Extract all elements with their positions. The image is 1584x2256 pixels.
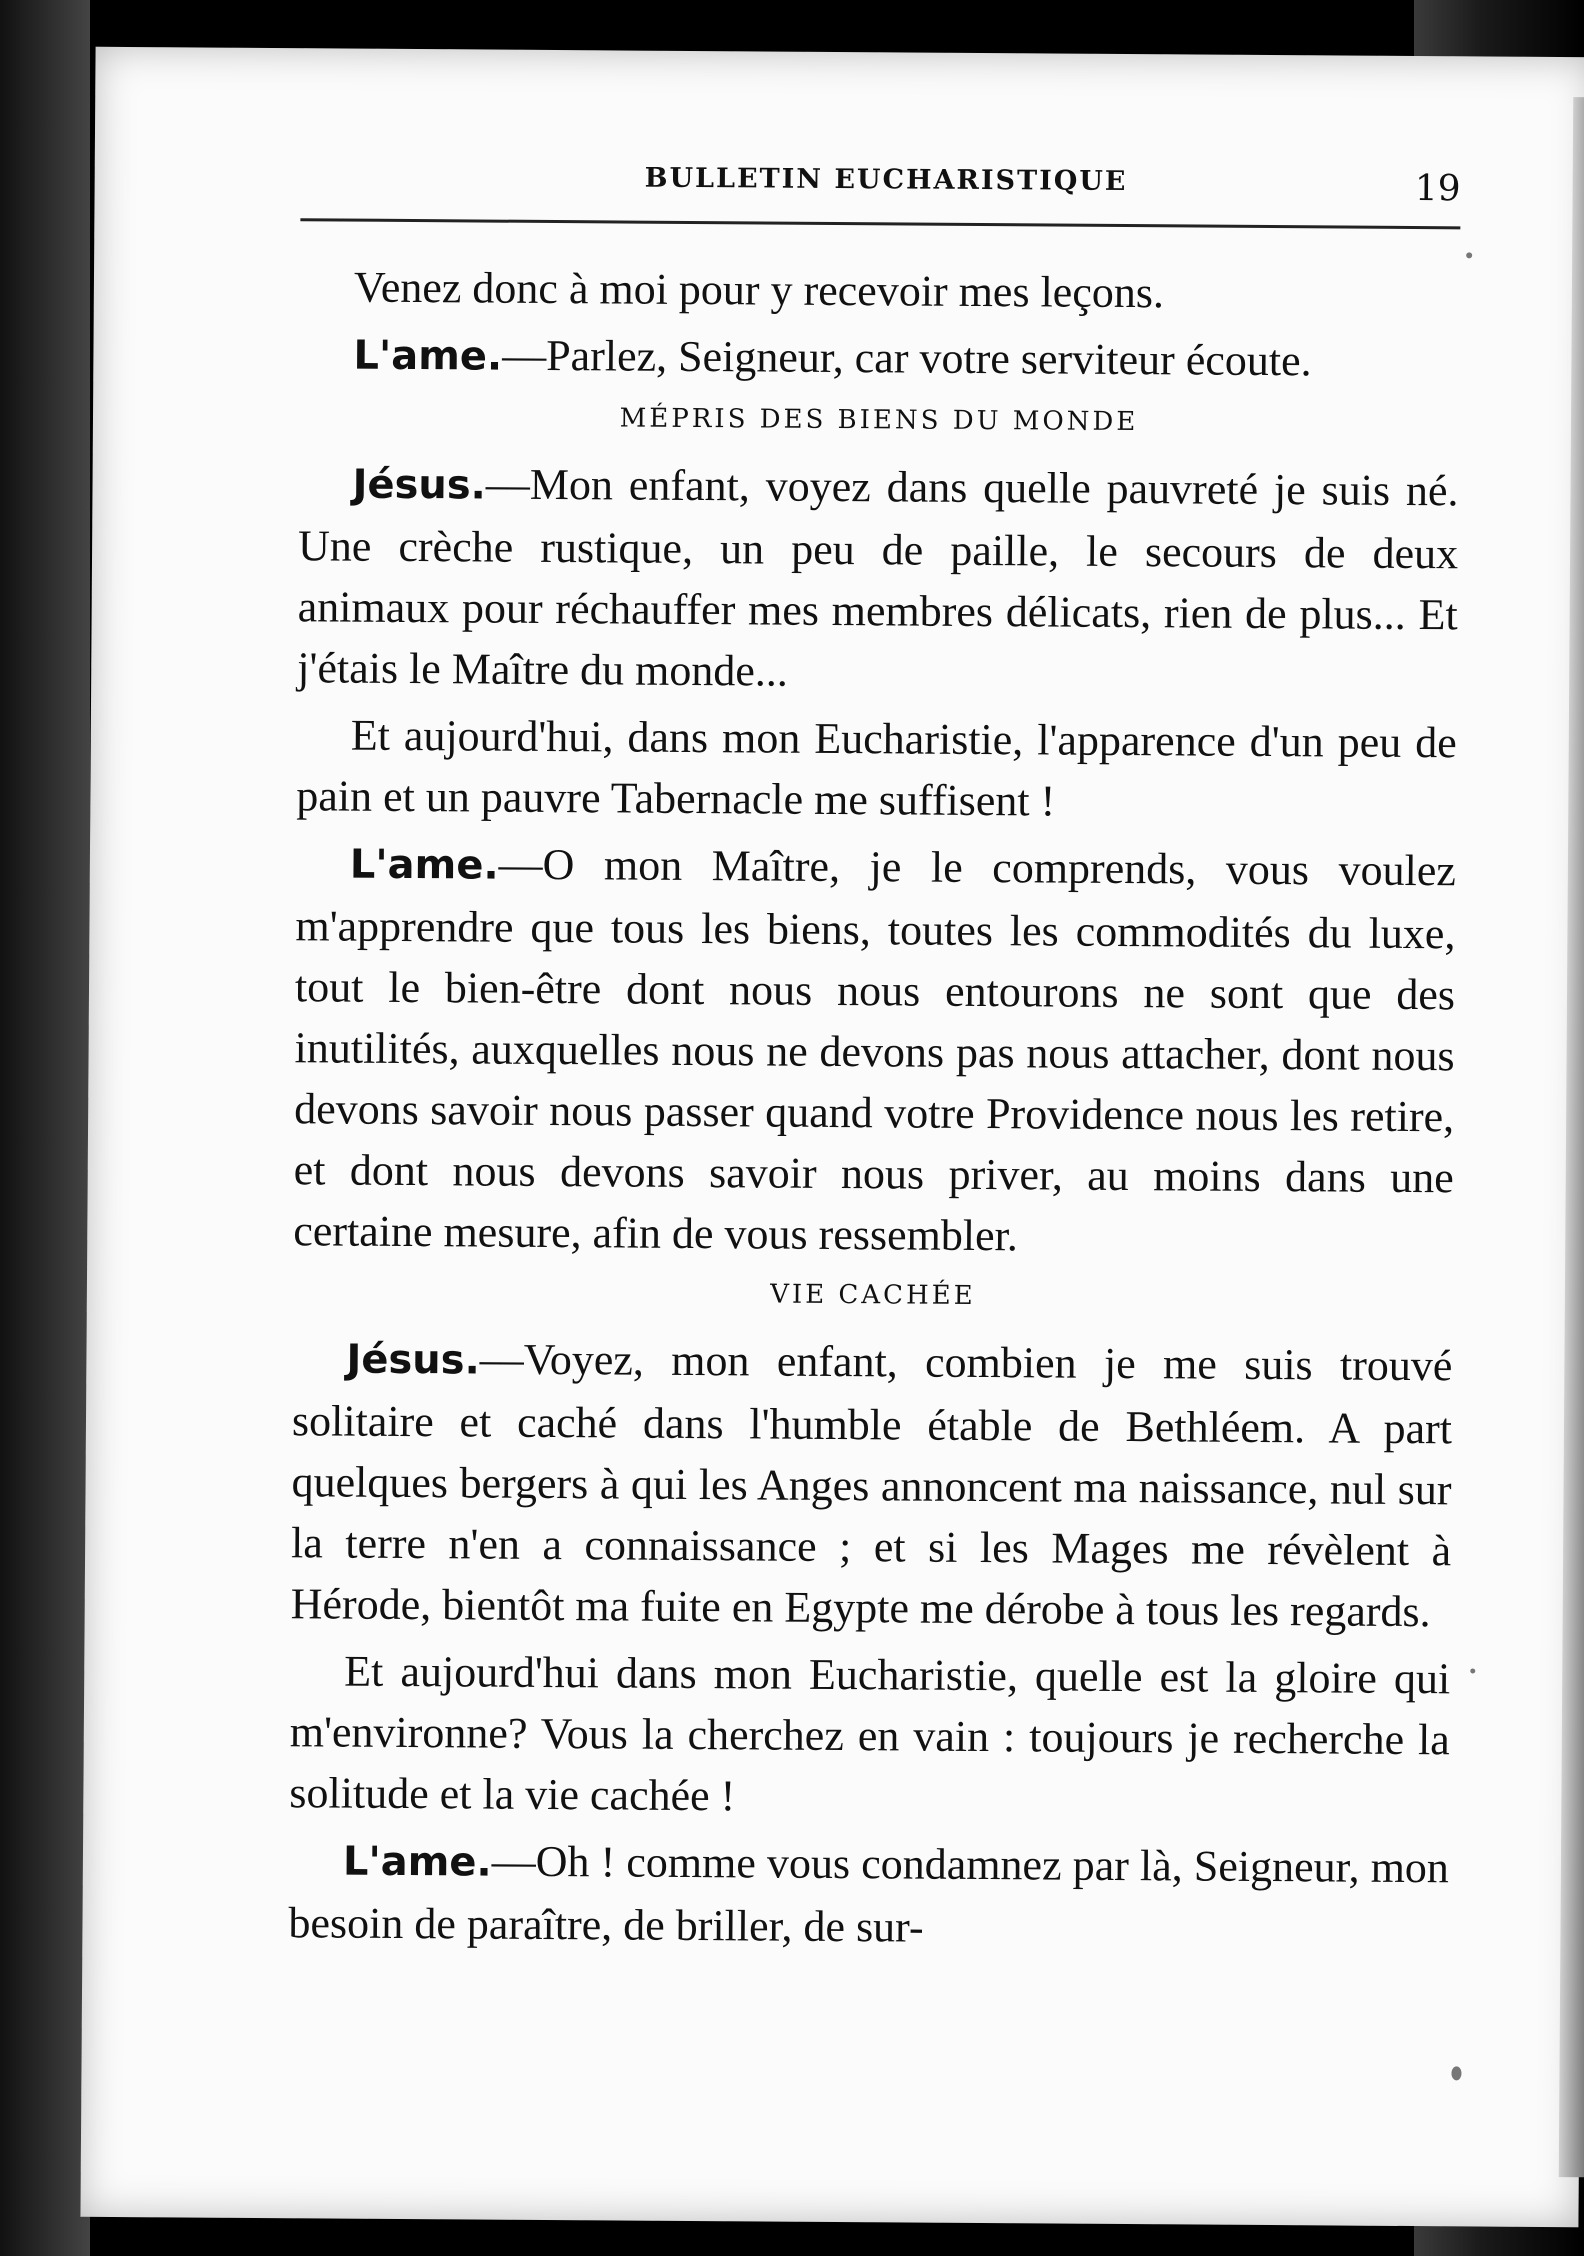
speaker-label: L'ame. — [349, 841, 499, 889]
page-header — [300, 108, 1461, 246]
speaker-label: Jésus. — [346, 1336, 480, 1384]
speck — [1451, 2066, 1461, 2080]
paragraph — [293, 832, 1456, 1269]
speck — [1466, 252, 1472, 258]
paragraph — [296, 704, 1457, 834]
speck — [1470, 1668, 1475, 1673]
running-title: BULLETIN EUCHARISTIQUE — [644, 162, 1128, 198]
speaker-label: L'ame. — [342, 1838, 492, 1886]
paragraph-text: Venez donc à moi pour y recevoir mes leçons. — [353, 262, 1165, 318]
paragraph-text: —Parlez, Seigneur, car votre serviteur écoute. — [502, 330, 1312, 386]
paragraph — [300, 256, 1460, 325]
paragraph — [289, 1640, 1450, 1831]
speaker-label: Jésus. — [352, 461, 487, 509]
speaker-label: L'ame. — [353, 332, 503, 380]
scan-specks — [96, 47, 1584, 57]
paragraph — [288, 1829, 1449, 1961]
page-edge — [1559, 97, 1584, 2177]
paragraph-text: —Mon enfant, voyez dans quelle pauvreté je suis né. Une crèche rustique, un peu de paille, le secours de deux animaux pour réchauffer mes membres délicats, rien de plus... Et j'étais le Maître du monde... — [297, 459, 1459, 696]
body-text — [288, 256, 1460, 1967]
paragraph-text: —Voyez, mon enfant, combien je me suis trouvé solitaire et caché dans l'humble étable de Bethléem. A part quelques bergers à qui les Anges annoncent ma naissance, nul sur la terre n'en a connaissance ; et si les Mages me révèlent à Hérode, bientôt ma fuite en Egypte me dérobe à tous les regards. — [290, 1334, 1453, 1637]
paragraph-text: —Oh ! comme vous condamnez par là, Seigneur, mon besoin de paraître, de briller, de sur- — [288, 1836, 1450, 1952]
paragraph-text: —O mon Maître, je le comprends, vous voulez m'apprendre que tous les biens, toutes les commodités du luxe, tout le bien-être dont nous nous entourons ne sont que des inutilités, auxquelles nous ne devons pas nous attacher, dont nous devons savoir nous passer quand votre Providence nous les retire, et dont nous devons savoir nous priver, au moins dans une certaine mesure, afin de vous ressembler. — [293, 839, 1457, 1261]
header-rule — [300, 218, 1460, 229]
paragraph-text: Et aujourd'hui dans mon Eucharistie, quelle est la gloire qui m'environne? Vous la cherchez en vain : toujours je recherche la solitude et la vie cachée ! — [289, 1646, 1451, 1821]
section-heading: VIE CACHÉE — [770, 1279, 976, 1311]
paragraph-text: Et aujourd'hui, dans mon Eucharistie, l'apparence d'un peu de pain et un pauvre Tabernacle me suffisent ! — [296, 710, 1457, 826]
paragraph — [299, 323, 1459, 394]
paragraph — [297, 452, 1459, 706]
paragraph — [291, 1327, 1453, 1642]
page-number: 19 — [1414, 168, 1461, 210]
section-heading: MÉPRIS DES BIENS DU MONDE — [619, 403, 1139, 438]
book-page — [80, 47, 1584, 2227]
scan-left-shadow — [0, 0, 90, 2256]
